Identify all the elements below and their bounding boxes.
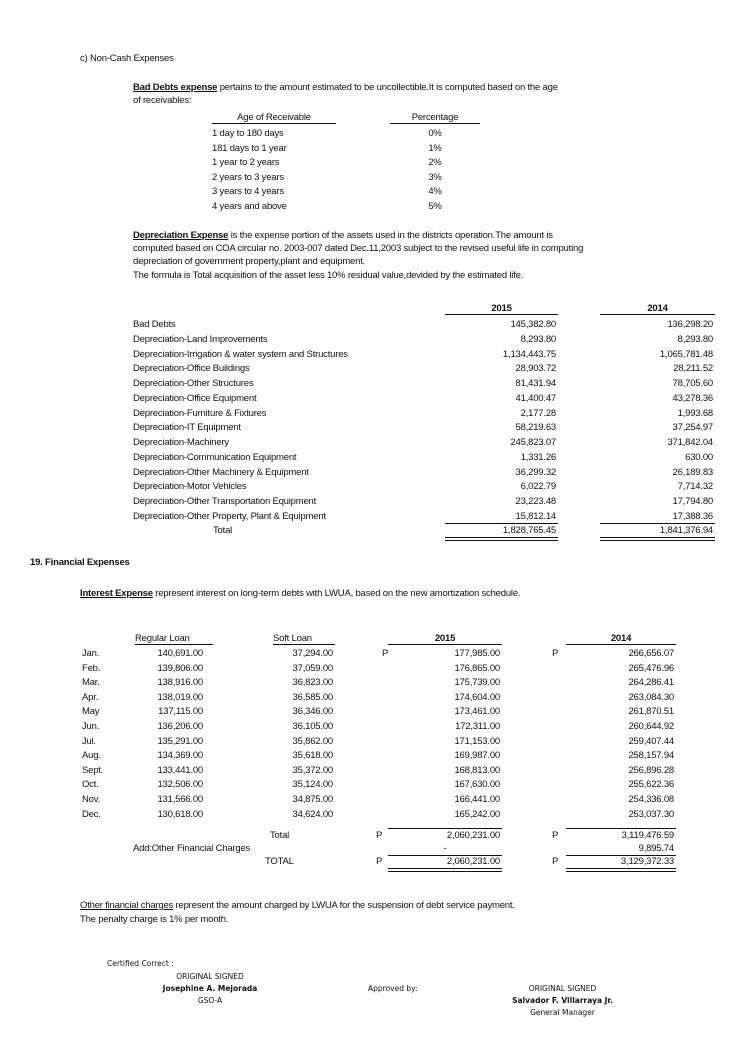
regular-loan-value: 133,441.00 bbox=[157, 764, 203, 776]
aging-header-percentage: Percentage bbox=[390, 112, 480, 124]
month-label: Apr. bbox=[82, 691, 99, 703]
expense-total-2014: 1,841,376.94 bbox=[659, 525, 713, 536]
expense-value-2014: 371,842.04 bbox=[667, 437, 713, 448]
expense-value-2014: 37,254.97 bbox=[672, 422, 713, 434]
depreciation-text-line3: depreciation of government property,plant and equipment. bbox=[133, 256, 366, 267]
aging-age: 181 days to 1 year bbox=[212, 142, 287, 154]
expense-label: Depreciation-Furniture & Fixtures bbox=[133, 407, 267, 419]
interest-value-2014: 253,037.30 bbox=[628, 808, 674, 820]
regular-loan-value: 130,618.00 bbox=[157, 808, 203, 820]
interest-text: represent interest on long-term debts with LWUA, based on the new amortization schedule. bbox=[152, 588, 521, 599]
expense-total-2015: 1,828,765.45 bbox=[502, 525, 556, 536]
expense-value-2015: 41,400.47 bbox=[515, 392, 556, 404]
expense-label: Depreciation-IT Equipment bbox=[133, 422, 241, 434]
expense-label: Depreciation-Motor Vehicles bbox=[133, 481, 247, 493]
certified-correct-label: Certified Correct : bbox=[107, 959, 174, 968]
other-charges-paragraph bbox=[80, 900, 515, 911]
interest-paragraph bbox=[80, 588, 520, 599]
soft-loan-value: 35,862.00 bbox=[292, 735, 333, 747]
interest-value-2015: 177,985.00 bbox=[454, 648, 500, 659]
aging-percentage: 5% bbox=[428, 201, 442, 212]
other-charges-2015: - bbox=[443, 843, 447, 854]
month-label: Jul. bbox=[82, 735, 96, 747]
interest-value-2014: 254,336.08 bbox=[628, 794, 674, 805]
other-charges-term: Other financial charges bbox=[80, 900, 174, 911]
regular-loan-value: 135,291.00 bbox=[157, 735, 203, 747]
interest-term: Interest Expense bbox=[80, 588, 153, 599]
soft-loan-value: 36,823.00 bbox=[292, 677, 333, 689]
month-label: Jan. bbox=[82, 648, 100, 659]
expense-label: Depreciation-Irrigation & water system and Structures bbox=[133, 348, 348, 360]
month-label: May bbox=[82, 706, 100, 718]
grand-total-label: TOTAL bbox=[265, 856, 294, 867]
expense-total-double-rule-2014 bbox=[600, 537, 715, 541]
expense-value-2015: 2,177.28 bbox=[520, 407, 556, 419]
expense-value-2015: 1,134,443.75 bbox=[502, 348, 556, 360]
aging-age: 1 day to 180 days bbox=[212, 128, 284, 139]
interest-value-2014: 260,644.92 bbox=[628, 721, 674, 732]
peso-sign: P bbox=[552, 648, 559, 659]
expense-value-2014: 7,714.32 bbox=[677, 481, 713, 493]
depreciation-paragraph bbox=[133, 230, 553, 241]
depreciation-formula: The formula is Total acquisition of the asset less 10% residual value,devided by the estimated life. bbox=[133, 270, 524, 281]
year-header-2014: 2014 bbox=[600, 303, 715, 315]
expense-label: Depreciation-Land Improvements bbox=[133, 333, 268, 345]
regular-loan-value: 138,019.00 bbox=[157, 691, 203, 703]
regular-loan-value: 137,115.00 bbox=[158, 706, 203, 718]
right-signatory-title: General Manager bbox=[530, 1008, 595, 1017]
aging-age: 1 year to 2 years bbox=[212, 157, 280, 169]
bad-debts-term: Bad Debts expense bbox=[133, 82, 218, 93]
interest-value-2015: 173,461.00 bbox=[454, 706, 500, 718]
penalty-text: The penalty charge is 1% per month. bbox=[80, 914, 229, 925]
expense-value-2014: 630.00 bbox=[685, 451, 713, 463]
regular-loan-value: 134,369.00 bbox=[157, 750, 203, 762]
col-header-2015: 2015 bbox=[388, 633, 502, 645]
soft-loan-value: 36,105.00 bbox=[292, 721, 333, 732]
interest-value-2014: 265,476.96 bbox=[628, 662, 674, 674]
soft-loan-value: 35,124.00 bbox=[292, 779, 333, 791]
aging-age: 2 years to 3 years bbox=[212, 171, 284, 183]
expense-value-2014: 17,388.36 bbox=[672, 510, 713, 522]
grand-total-double-rule-2014 bbox=[566, 868, 676, 872]
interest-value-2015: 165,242.00 bbox=[454, 808, 500, 820]
expense-label: Depreciation-Other Machinery & Equipment bbox=[133, 466, 309, 478]
expense-value-2014: 1,065,781.48 bbox=[659, 348, 713, 360]
interest-value-2014: 264,286.41 bbox=[628, 677, 674, 689]
expense-label: Depreciation-Machinery bbox=[133, 437, 229, 448]
aging-header-age: Age of Receivable bbox=[212, 112, 336, 124]
expense-total-label: Total bbox=[213, 525, 233, 536]
interest-value-2014: 263,084.30 bbox=[628, 691, 674, 703]
col-header-soft-loan: Soft Loan bbox=[273, 633, 335, 645]
interest-value-2014: 256,896.28 bbox=[628, 764, 674, 776]
interest-value-2015: 176,865.00 bbox=[454, 662, 500, 674]
other-charges-text: represent the amount charged by LWUA for the suspension of debt service payment. bbox=[173, 900, 515, 911]
other-charges-label: Add:Other Financial Charges bbox=[133, 843, 251, 854]
bad-debts-paragraph bbox=[133, 82, 558, 93]
grand-total-2014: 3,129,372.33 bbox=[620, 856, 674, 867]
aging-percentage: 0% bbox=[428, 128, 442, 139]
expense-value-2014: 28,211.52 bbox=[673, 363, 713, 375]
aging-percentage: 2% bbox=[428, 157, 442, 169]
interest-total-2015: 2,060,231.00 bbox=[446, 830, 500, 841]
expense-value-2015: 1,331.26 bbox=[520, 451, 556, 463]
expense-value-2015: 23,223.48 bbox=[515, 496, 556, 507]
soft-loan-value: 36,585.00 bbox=[292, 691, 333, 703]
interest-total-label: Total bbox=[270, 830, 290, 841]
expense-value-2015: 245,823.07 bbox=[510, 437, 556, 448]
aging-percentage: 1% bbox=[428, 142, 442, 154]
interest-value-2015: 168,813.00 bbox=[454, 764, 500, 776]
expense-label: Bad Debts bbox=[133, 319, 176, 330]
col-header-regular-loan: Regular Loan bbox=[135, 633, 213, 645]
month-label: Jun. bbox=[82, 721, 100, 732]
section-heading-noncash: c) Non-Cash Expenses bbox=[80, 53, 174, 64]
month-label: Sept. bbox=[82, 764, 104, 776]
interest-value-2015: 174,604.00 bbox=[454, 691, 500, 703]
interest-value-2015: 166,441.00 bbox=[454, 794, 500, 805]
section-heading-financial: 19. Financial Expenses bbox=[30, 557, 130, 568]
expense-value-2014: 43,278.36 bbox=[672, 392, 713, 404]
expense-value-2014: 1,993.68 bbox=[677, 407, 713, 419]
depreciation-text-line1: is the expense portion of the assets used in the districts operation.The amount is bbox=[228, 230, 553, 241]
year-header-2015: 2015 bbox=[445, 303, 558, 315]
peso-sign: P bbox=[552, 830, 559, 841]
peso-sign: P bbox=[376, 830, 383, 841]
expense-value-2015: 6,022.79 bbox=[520, 481, 556, 493]
regular-loan-value: 140,691.00 bbox=[157, 648, 203, 659]
interest-value-2014: 259,407.44 bbox=[628, 735, 674, 747]
expense-value-2014: 136,298.20 bbox=[667, 319, 713, 330]
depreciation-term: Depreciation Expense bbox=[133, 230, 229, 241]
soft-loan-value: 34,875.00 bbox=[292, 794, 333, 805]
bad-debts-text: pertains to the amount estimated to be uncollectible.It is computed based on the age bbox=[217, 82, 558, 93]
expense-value-2015: 36,299.32 bbox=[515, 466, 556, 478]
expense-value-2015: 28,903.72 bbox=[515, 363, 556, 375]
right-original-signed: ORIGINAL SIGNED bbox=[528, 984, 597, 993]
col-header-2014: 2014 bbox=[566, 633, 676, 645]
expense-value-2014: 78,705.60 bbox=[672, 378, 713, 389]
soft-loan-value: 36,346.00 bbox=[292, 706, 333, 718]
expense-value-2014: 8,293.80 bbox=[677, 333, 713, 345]
left-signatory-title: GSO-A bbox=[197, 996, 223, 1005]
other-charges-2014: 9,895.74 bbox=[638, 843, 674, 854]
aging-age: 4 years and above bbox=[212, 201, 287, 212]
expense-total-double-rule-2015 bbox=[445, 537, 558, 541]
bad-debts-text-line2: of receivables: bbox=[133, 95, 192, 106]
regular-loan-value: 132,506.00 bbox=[157, 779, 203, 791]
interest-total-2014: 3,119,476.59 bbox=[621, 830, 674, 841]
interest-value-2015: 175,739.00 bbox=[454, 677, 500, 689]
interest-value-2015: 172,311.00 bbox=[455, 721, 500, 732]
month-label: Feb. bbox=[82, 662, 101, 674]
regular-loan-value: 131,566.00 bbox=[157, 794, 203, 805]
grand-total-2015: 2,060,231.00 bbox=[446, 856, 500, 867]
month-label: Nov. bbox=[82, 794, 101, 805]
expense-label: Depreciation-Communication Equipment bbox=[133, 451, 297, 463]
expense-label: Depreciation-Other Structures bbox=[133, 378, 254, 389]
regular-loan-value: 136,206.00 bbox=[157, 721, 203, 732]
expense-value-2014: 17,794.80 bbox=[672, 496, 713, 507]
interest-value-2015: 167,630.00 bbox=[454, 779, 500, 791]
expense-value-2015: 15,812.14 bbox=[515, 510, 556, 522]
peso-sign: P bbox=[552, 856, 559, 867]
left-original-signed: ORIGINAL SIGNED bbox=[176, 972, 244, 981]
expense-value-2015: 58,219.63 bbox=[515, 422, 556, 434]
soft-loan-value: 37,059.00 bbox=[292, 662, 333, 674]
interest-value-2014: 258,157.94 bbox=[628, 750, 674, 762]
expense-label: Depreciation-Office Equipment bbox=[133, 392, 257, 404]
peso-sign: P bbox=[382, 648, 389, 659]
expense-label: Depreciation-Office Buildings bbox=[133, 363, 250, 375]
soft-loan-value: 37,294.00 bbox=[292, 648, 333, 659]
peso-sign: P bbox=[376, 856, 383, 867]
regular-loan-value: 138,916.00 bbox=[157, 677, 203, 689]
soft-loan-value: 34,624.00 bbox=[292, 808, 333, 820]
depreciation-text-line2: computed based on COA circular no. 2003-007 dated Dec.11,2003 subject to the revised useful life in computing bbox=[133, 243, 584, 254]
approved-by-label: Approved by: bbox=[368, 984, 418, 993]
expense-label: Depreciation-Other Property, Plant & Equipment bbox=[133, 510, 326, 522]
expense-value-2015: 81,431.94 bbox=[515, 378, 556, 389]
expense-value-2015: 145,382.80 bbox=[510, 319, 556, 330]
soft-loan-value: 35,372.00 bbox=[292, 764, 333, 776]
interest-value-2014: 261,870.51 bbox=[628, 706, 674, 718]
month-label: Aug. bbox=[82, 750, 101, 762]
expense-value-2014: 26,189.83 bbox=[672, 466, 713, 478]
aging-percentage: 3% bbox=[428, 171, 442, 183]
interest-value-2014: 255,622.36 bbox=[628, 779, 674, 791]
interest-value-2015: 169,987.00 bbox=[454, 750, 500, 762]
regular-loan-value: 139,806.00 bbox=[157, 662, 203, 674]
interest-value-2014: 266,656.07 bbox=[628, 648, 674, 659]
interest-value-2015: 171,153.00 bbox=[454, 735, 500, 747]
month-label: Oct. bbox=[82, 779, 99, 791]
right-signatory-name: Salvador F. Villarraya Jr. bbox=[512, 996, 613, 1005]
grand-total-double-rule-2015 bbox=[388, 868, 502, 872]
expense-label: Depreciation-Other Transportation Equipment bbox=[133, 496, 317, 507]
soft-loan-value: 35,618.00 bbox=[292, 750, 333, 762]
aging-age: 3 years to 4 years bbox=[212, 186, 284, 198]
month-label: Dec. bbox=[82, 808, 101, 820]
month-label: Mar. bbox=[82, 677, 100, 689]
expense-value-2015: 8,293.80 bbox=[520, 333, 556, 345]
left-signatory-name: Josephine A. Mejorada bbox=[162, 984, 258, 993]
aging-percentage: 4% bbox=[428, 186, 442, 198]
